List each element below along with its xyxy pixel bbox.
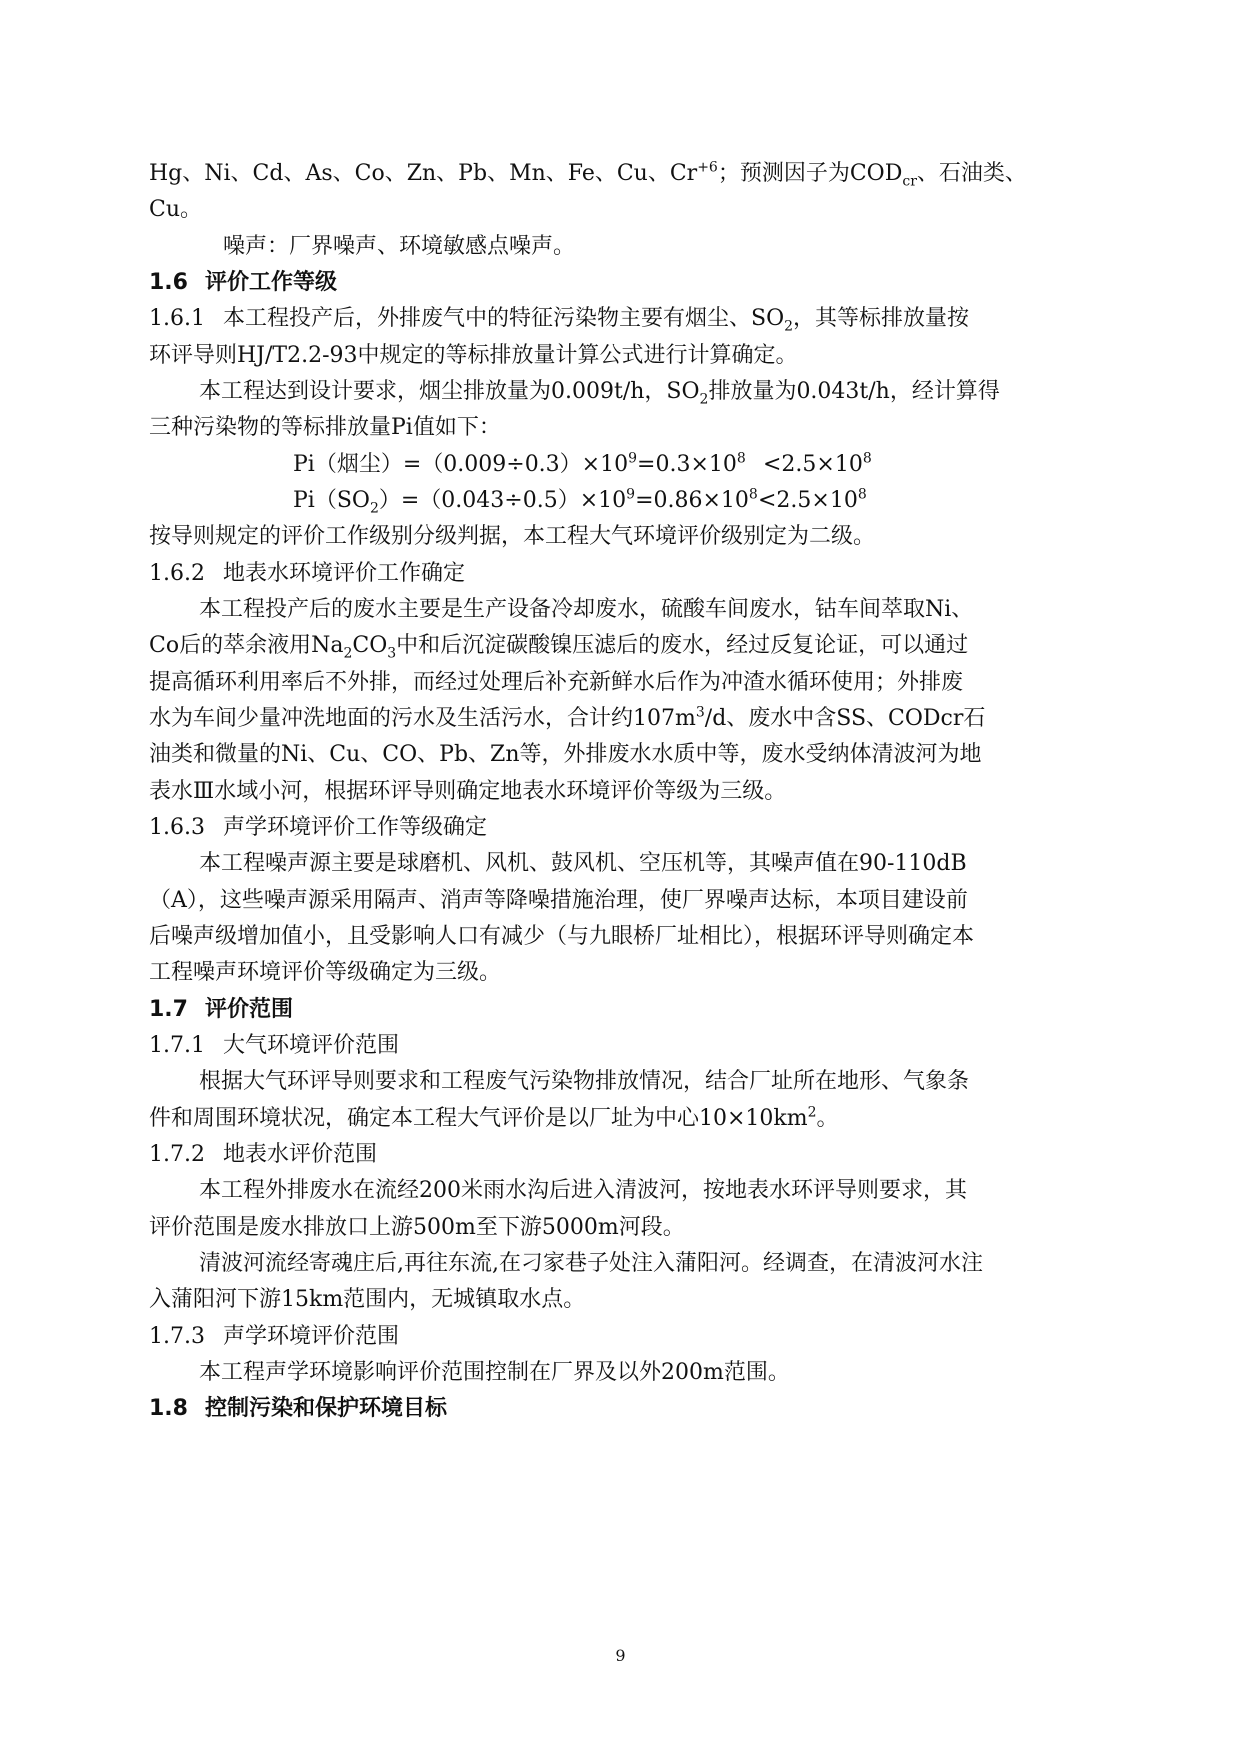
text-line: 评价范围是废水排放口上游500m至下游5000m河段。 (149, 1215, 685, 1240)
text-line: 油类和微量的Ni、Cu、CO、Pb、Zn等，外排废水水质中等，废水受纳体清波河为地 (149, 742, 982, 767)
text-line: 入蒲阳河下游15km范围内，无城镇取水点。 (149, 1287, 586, 1312)
subsection-heading-1-7-2: 1.7.2 地表水评价范围 (149, 1142, 378, 1167)
text-line: 环评导则HJ/T2.2-93中规定的等标排放量计算公式进行计算确定。 (149, 343, 798, 368)
text-line: 根据大气环评导则要求和工程废气污染物排放情况，结合厂址所在地形、气象条 (199, 1069, 970, 1094)
text-line: 本工程外排废水在流经200米雨水沟后进入清波河，按地表水环评导则要求，其 (199, 1178, 967, 1203)
subsection-heading-1-7-3: 1.7.3 声学环境评价范围 (149, 1324, 400, 1349)
text-line: 清波河流经寄魂庄后,再往东流,在刁家巷子处注入蒲阳河。经调查，在清波河水注 (199, 1251, 983, 1276)
section-heading-1-7: 1.7 评价范围 (149, 997, 294, 1022)
equation-2-bound: $<2.5\times 10^8$ (758, 486, 867, 513)
text-line: 表水Ⅲ水域小河，根据环评导则确定地表水环境评价等级为三级。 (149, 779, 787, 804)
subsection-heading-1-6-3: 1.6.3 声学环境评价工作等级确定 (149, 815, 488, 840)
section-heading-1-6: 1.6 评价工作等级 (149, 270, 338, 295)
text-line: （A），这些噪声源采用隔声、消声等降噪措施治理，使厂界噪声达标，本项目建设前 (149, 888, 968, 913)
text-line: 后噪声级增加值小，且受影响人口有减少（与九眼桥厂址相比），根据环评导则确定本 (149, 924, 975, 949)
text-line: Cu。 (149, 197, 203, 222)
text-line: 本工程投产后的废水主要是生产设备冷却废水，硫酸车间废水，钴车间萃取Ni、 (199, 597, 974, 622)
text-line: 提高循环利用率后不外排，而经过处理后补充新鲜水后作为冲渣水循环使用；外排废 (149, 670, 964, 695)
text-line: 三种污染物的等标排放量Pi值如下： (149, 415, 501, 440)
subsection-heading-1-6-1: 1.6.1 本工程投产后，外排废气中的特征污染物主要有烟尘、$SO_2$，其等标排放量按 (149, 306, 970, 335)
text-line: 水为车间少量冲洗地面的污水及生活污水，合计约$107m^3/d$、废水中含SS、CODcr石 (149, 704, 986, 731)
text-line: 本工程达到设计要求，烟尘排放量为0.009t/h，$SO_2$排放量为0.043t/h，经计算得 (199, 379, 1000, 408)
text-line: 本工程噪声源主要是球磨机、风机、鼓风机、空压机等，其噪声值在90-110dB (199, 851, 967, 876)
equation-1: Pi（烟尘）$=(0.009\div 0.3)\times 10^9=0.3\times 10^8$ (293, 450, 746, 477)
equation-1-bound: $<2.5\times 10^8$ (763, 450, 872, 477)
section-heading-1-8: 1.8 控制污染和保护环境目标 (149, 1396, 448, 1421)
equation-2: $Pi(SO_2)=(0.043\div 0.5)\times 10^9=0.86\times 10^8$ (293, 486, 758, 517)
text-line: 工程噪声环境评价等级确定为三级。 (149, 960, 502, 985)
text-line: 噪声：厂界噪声、环境敏感点噪声。 (223, 234, 576, 259)
text-line: 件和周围环境状况，确定本工程大气评价是以厂址为中心$10\times 10km^2$。 (149, 1104, 839, 1131)
text-line: Co后的萃余液用$Na_2CO_3$中和后沉淀碳酸镍压滤后的废水，经过反复论证，可以通过 (149, 633, 969, 662)
subsection-heading-1-7-1: 1.7.1 大气环境评价范围 (149, 1033, 400, 1058)
text-line: Hg、Ni、Cd、As、Co、Zn、Pb、Mn、Fe、Cu、$Cr^{+6}$；预测因子为$COD_{cr}$、石油类、 (149, 159, 1027, 190)
text-line: 本工程声学环境影响评价范围控制在厂界及以外200m范围。 (199, 1360, 790, 1385)
subsection-heading-1-6-2: 1.6.2 地表水环境评价工作确定 (149, 561, 466, 586)
page-number: 9 (615, 1646, 626, 1665)
text-line: 按导则规定的评价工作级别分级判据，本工程大气环境评价级别定为二级。 (149, 524, 876, 549)
